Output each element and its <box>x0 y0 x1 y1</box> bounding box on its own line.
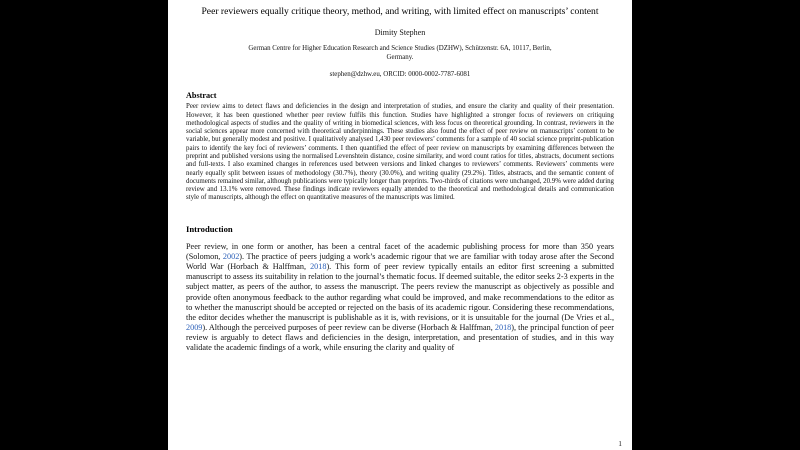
intro-text-segment: ). This form of peer review typically entails an editor first screening a submitted manuscript to assess its suitability in relation to the journal’s thematic focus. If deemed suitable, the editor seeks 2-3 experts in the subject matter, as peers of the author, to assess the manuscript. The peers review the manuscript as objectively as possible and provide often anonymous feedback to the author regarding what could be improved, and make recommendations to the editor as to whether the manuscript should be accepted or rejected on the basis of its academic rigour. Considering these recommendations, the editor decides whether the manuscript is publishable as it is, with revisions, or it is unsuitable for the journal (De Vries et al., <box>186 262 614 322</box>
introduction-heading: Introduction <box>186 223 233 234</box>
author-contact-orcid: stephen@dzhw.eu, ORCID: 0000-0002-7787-6081 <box>329 71 471 79</box>
abstract-heading: Abstract <box>186 91 217 101</box>
intro-text-segment: ), the principal function of peer review is arguably to detect flaws and deficiencies in the design, interpretation, and presentation of studies, and in this way validate the academic findings of a work, while ensuring the clarity and quality of <box>186 323 614 353</box>
paper-page <box>168 0 632 450</box>
intro-text-segment: Peer review, in one form or another, has been a central facet of the academic publishing process for more than 350 years (Solomon, <box>186 241 614 261</box>
introduction-paragraph <box>186 242 614 354</box>
author-affiliation: German Centre for Higher Education Research and Science Studies (DZHW), Schützenstr. 6A, 10117, Berlin, Germany. <box>248 45 552 62</box>
abstract-text: Peer review aims to detect flaws and deficiencies in the design and interpretation of studies, and ensure the clarity and quality of their presentation. However, it has been questioned whether peer review fulfils this function. Studies have highlighted a stronger focus of reviewers on critiquing methodological aspects of studies and the quality of writing in biomedical sciences, with less focus on theoretical grounding. In contrast, reviewers in the social sciences appear more concerned with theoretical underpinnings. These studies also found the effect of peer review on manuscripts’ content to be variable, but generally modest and positive. I qualitatively analysed 1,430 peer reviewers’ comments for a sample of 40 social science preprint-publication pairs to identify the key foci of reviewers’ comments. I then quantified the effect of peer review on manuscripts by examining differences between the preprint and published versions using the normalised Levenshtein distance, cosine similarity, and word count ratios for titles, abstracts, document sections and full-texts. I also examined changes in references used between versions and linked changes to reviewers’ comments. Reviewers’ comments were nearly equally split between issues of methodology (30.7%), theory (30.0%), and writing quality (29.2%). Titles, abstracts, and the semantic content of documents remained similar, although publications were typically longer than preprints. Two-thirds of citations were unchanged, 20.9% were added during review and 13.1% were removed. These findings indicate reviewers equally attended to the theoretical and methodological details and communication style of manuscripts, although the effect on quantitative measures of the manuscripts was limited. <box>186 103 614 202</box>
intro-text-segment: ). Although the perceived purposes of peer review can be diverse (Horbach & Halffman, <box>202 323 495 333</box>
citation-link-horbach-halffman-2018b[interactable]: 2018 <box>494 323 512 333</box>
paper-title: Peer reviewers equally critique theory, method, and writing, with limited effect on manuscripts’ content <box>201 6 599 17</box>
author-name: Dimity Stephen <box>374 28 426 38</box>
intro-text-segment: ). The practice of peers judging a work’s academic rigour that we are familiar with today arose after the Second World War (Horbach & Halffman, <box>186 251 614 272</box>
page-number: 1 <box>618 439 622 448</box>
citation-link-devries-2009[interactable]: 2009 <box>186 323 203 333</box>
citation-link-solomon-2002[interactable]: 2002 <box>222 251 240 261</box>
citation-link-horbach-halffman-2018[interactable]: 2018 <box>310 262 327 272</box>
